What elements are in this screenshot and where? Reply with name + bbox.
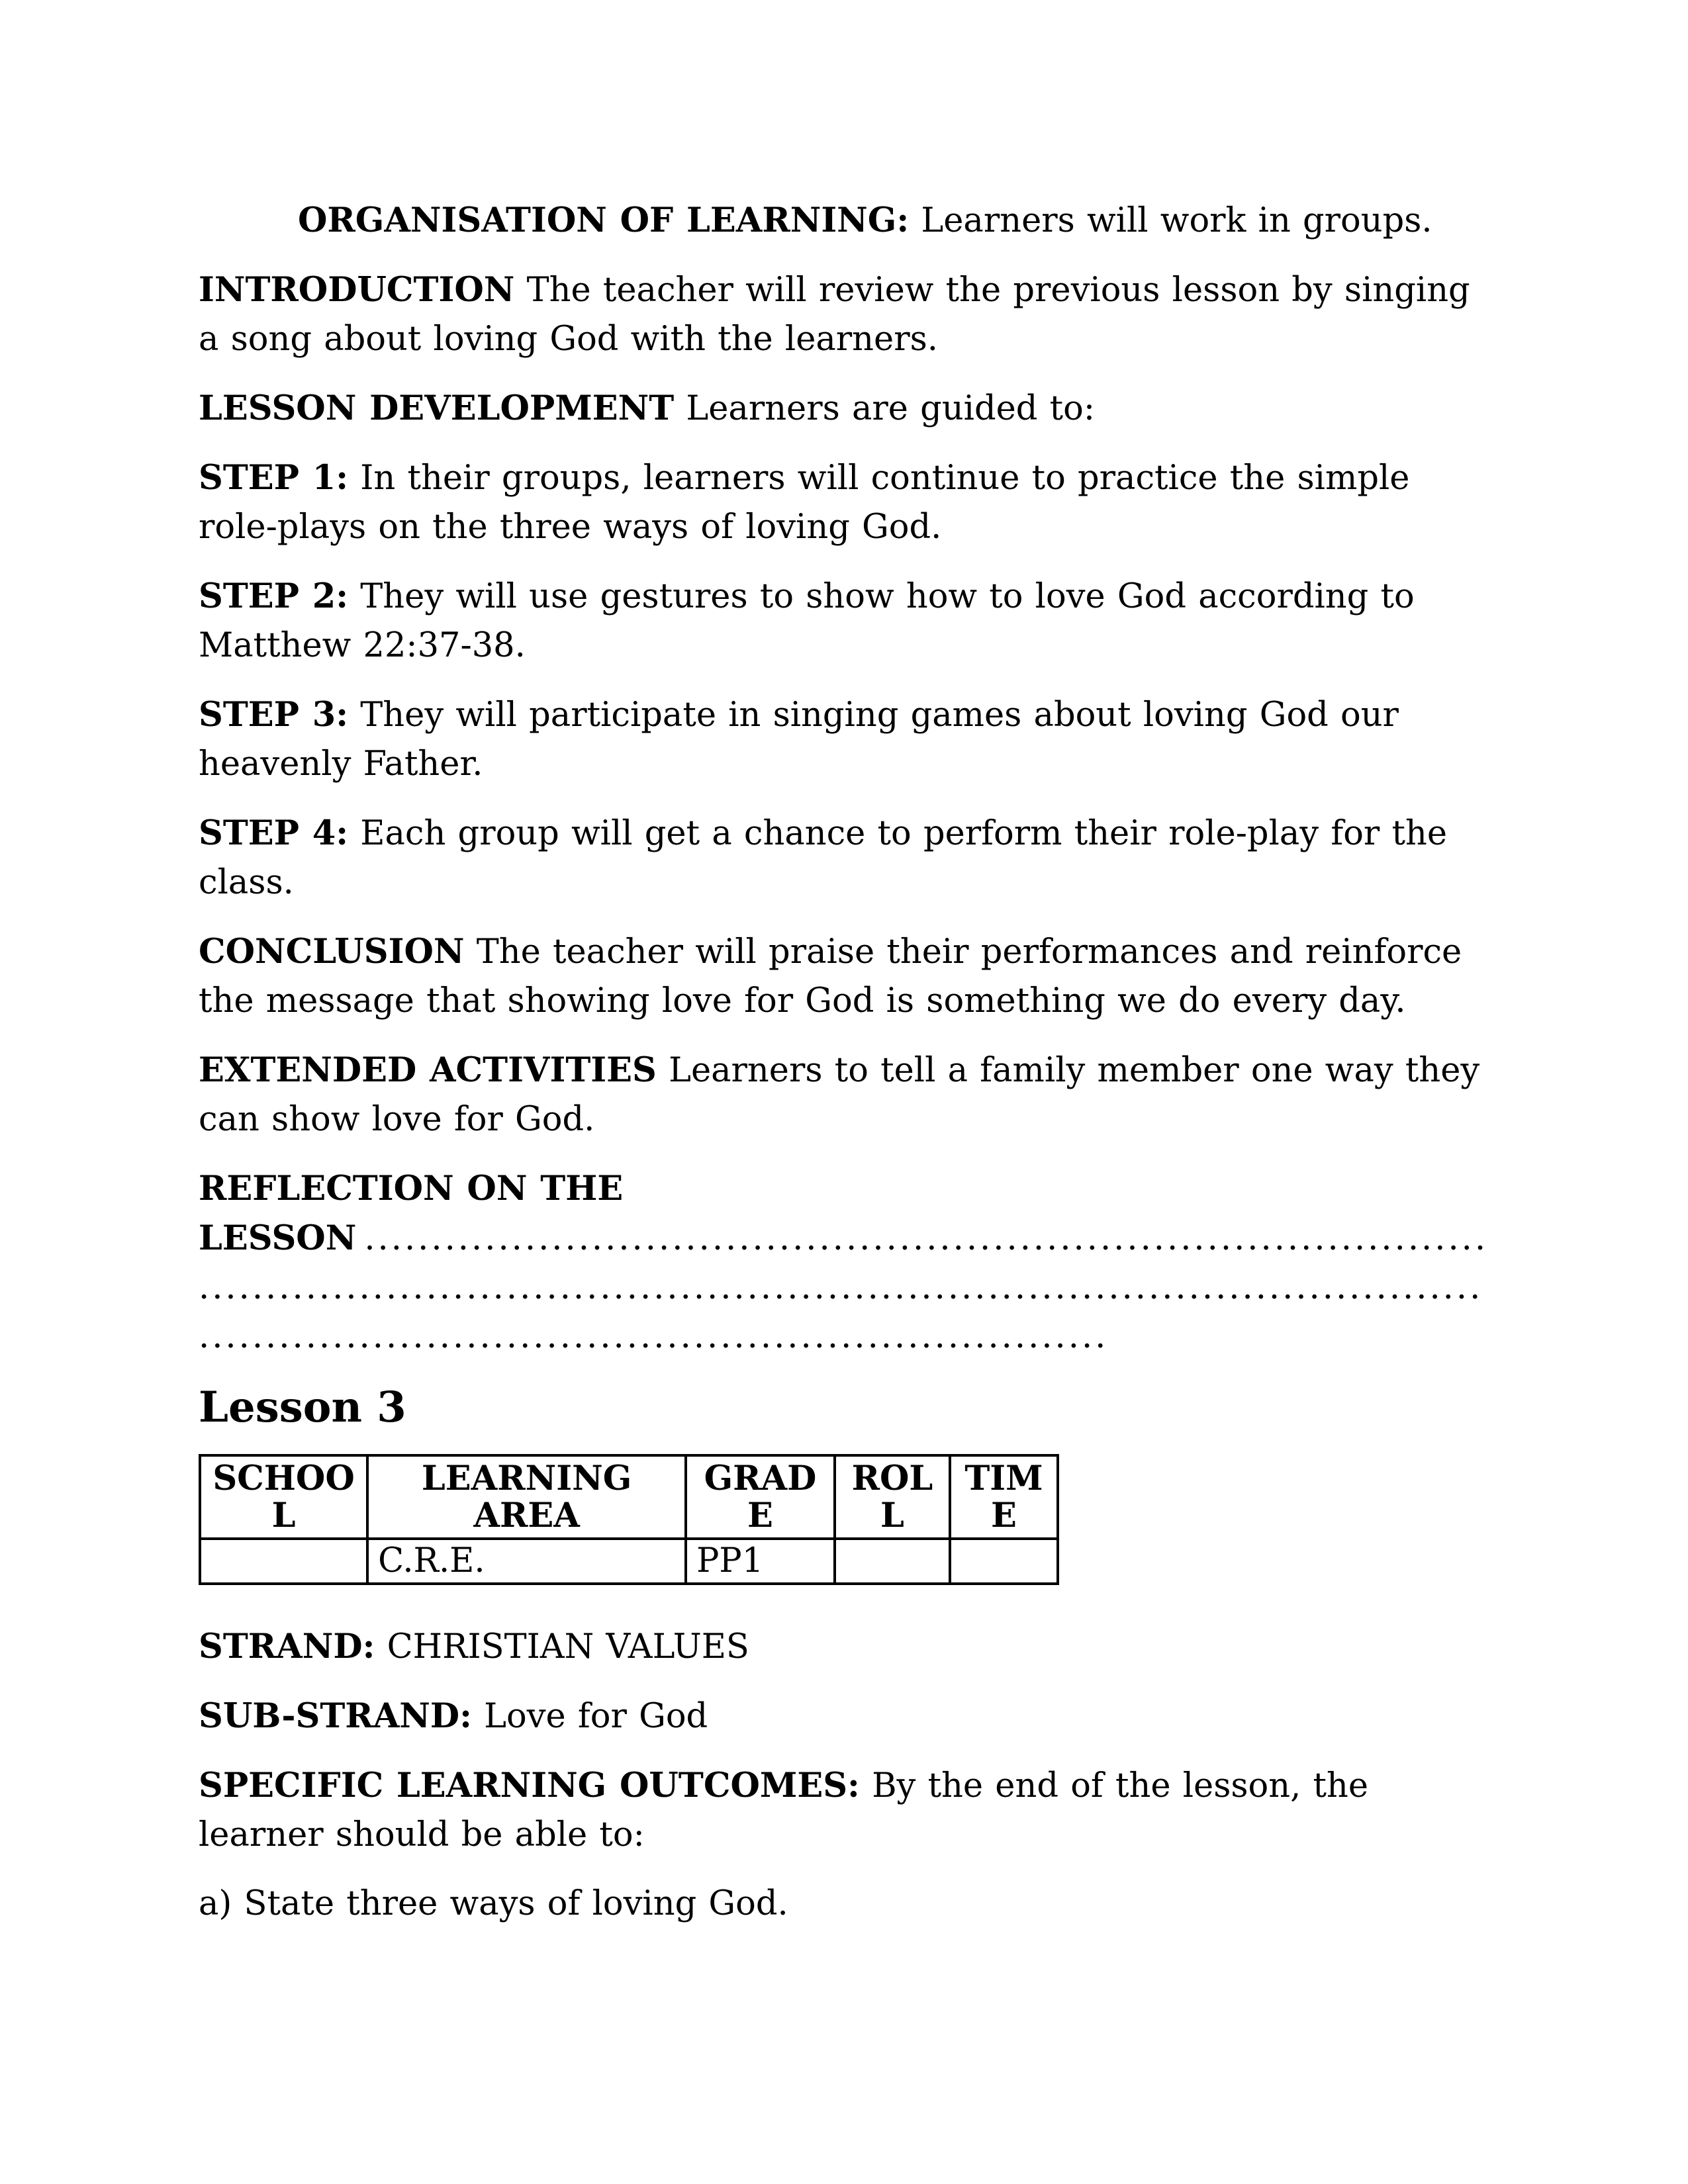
reflection-dots-line-2: ................................................................................................ xyxy=(199,1268,1483,1307)
reflection-label-line2: LESSON xyxy=(199,1218,357,1258)
introduction-label: INTRODUCTION xyxy=(199,270,515,310)
step-1-label: STEP 1: xyxy=(199,458,349,498)
table-data-row xyxy=(200,1539,1058,1584)
reflection-label-line1: REFLECTION ON THE xyxy=(199,1169,624,1208)
lesson-development-text: Learners are guided to: xyxy=(674,389,1096,428)
step-4-text: Each group will get a chance to perform their role-play for the class. xyxy=(199,814,1448,902)
sub-strand-label: SUB-STRAND: xyxy=(199,1696,472,1736)
extended-activities-paragraph xyxy=(199,1046,1489,1144)
table-header-row xyxy=(200,1455,1058,1539)
conclusion-paragraph xyxy=(199,927,1489,1026)
step-3-text: They will participate in singing games about loving God our heavenly Father. xyxy=(199,696,1399,784)
lesson-3-heading: Lesson 3 xyxy=(199,1383,406,1432)
lesson-development-label: LESSON DEVELOPMENT xyxy=(199,388,675,428)
sub-strand-text: Love for God xyxy=(471,1697,708,1736)
sub-strand-paragraph xyxy=(199,1692,1489,1741)
specific-learning-outcomes-label: SPECIFIC LEARNING OUTCOMES: xyxy=(199,1766,860,1805)
table-header-grade: GRADE xyxy=(686,1455,835,1539)
table-cell-time-value xyxy=(950,1539,1058,1584)
table-header-school: SCHOOL xyxy=(200,1455,367,1539)
introduction-text: The teacher will review the previous lesson by singing a song about loving God with the learners. xyxy=(199,271,1470,359)
lesson-development-paragraph xyxy=(199,384,1489,433)
strand-text: CHRISTIAN VALUES xyxy=(375,1627,749,1666)
table-cell-grade-value: PP1 xyxy=(686,1539,835,1584)
conclusion-text: The teacher will praise their performances and reinforce the message that showing love for God is something we do every day. xyxy=(199,933,1462,1021)
specific-learning-outcomes-text: By the end of the lesson, the learner should be able to: xyxy=(199,1766,1369,1854)
step-2-paragraph xyxy=(199,572,1489,670)
step-1-paragraph xyxy=(199,453,1489,552)
table-cell-learning-area-value: C.R.E. xyxy=(367,1539,686,1584)
extended-activities-label: EXTENDED ACTIVITIES xyxy=(199,1050,657,1090)
reflection-dots-line-1: .................................................................................... xyxy=(364,1219,1489,1258)
organisation-paragraph xyxy=(199,196,1489,246)
conclusion-label: CONCLUSION xyxy=(199,932,465,972)
extended-activities-text: Learners to tell a family member one way they can show love for God. xyxy=(199,1051,1480,1139)
step-2-label: STEP 2: xyxy=(199,576,349,616)
table-cell-school-value xyxy=(200,1539,367,1584)
organisation-text: Learners will work in groups. xyxy=(909,201,1432,240)
reflection-dots-line-3: .................................................................... xyxy=(199,1317,1109,1356)
table-cell-roll-value xyxy=(835,1539,950,1584)
table-header-time: TIME xyxy=(950,1455,1058,1539)
reflection-paragraph xyxy=(199,1164,1489,1361)
step-4-paragraph xyxy=(199,809,1489,907)
step-3-paragraph xyxy=(199,690,1489,789)
table-header-learning-area: LEARNING AREA xyxy=(367,1455,686,1539)
step-1-text: In their groups, learners will continue to practice the simple role-plays on the three ways of loving God. xyxy=(199,459,1410,547)
specific-learning-outcomes-paragraph xyxy=(199,1761,1489,1860)
outcome-a-paragraph: a) State three ways of loving God. xyxy=(199,1884,788,1923)
step-2-text: They will use gestures to show how to love God according to Matthew 22:37-38. xyxy=(199,577,1415,665)
strand-label: STRAND: xyxy=(199,1627,375,1666)
organisation-label: ORGANISATION OF LEARNING: xyxy=(298,201,910,240)
table-header-roll: ROLL xyxy=(835,1455,950,1539)
strand-paragraph xyxy=(199,1622,1489,1672)
introduction-paragraph xyxy=(199,265,1489,364)
step-4-label: STEP 4: xyxy=(199,813,349,853)
lesson-info-table xyxy=(199,1454,1059,1585)
step-3-label: STEP 3: xyxy=(199,695,349,735)
